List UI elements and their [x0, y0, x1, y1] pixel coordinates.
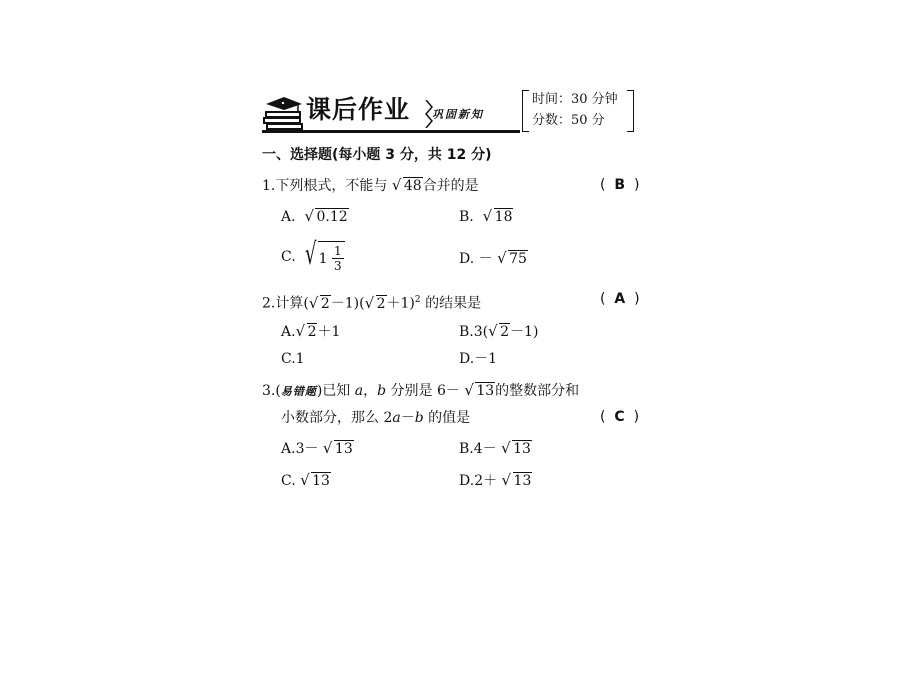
option-3a: A.3－ √ 13	[281, 439, 353, 457]
radical: √ 13	[501, 439, 531, 457]
option-2d: D.－1	[459, 351, 498, 367]
answer-1: ( B )	[600, 177, 640, 193]
radical: √ 13	[464, 381, 495, 399]
option-2c: C.1	[281, 351, 305, 367]
stem-text: 合并的是	[422, 178, 479, 194]
question-1-stem	[262, 176, 479, 196]
radical: √ 2	[308, 293, 330, 312]
right-bracket	[627, 90, 634, 132]
option-1c: C. √ 1 $\frac{1}{3}$	[281, 241, 345, 273]
title-underline	[262, 130, 520, 133]
radical: √ 13	[501, 471, 532, 489]
radical: √ 75	[497, 249, 527, 267]
question-number: 1.	[262, 178, 276, 194]
option-3b: B.4－ √ 13	[459, 439, 531, 457]
radical: √ 13	[300, 471, 330, 489]
radical: √ 1 $\frac{1}{3}$	[305, 241, 345, 273]
radical: √ 48	[391, 176, 422, 194]
option-3c: C. √ 13	[281, 471, 330, 489]
answer-2: ( A )	[600, 291, 640, 307]
option-2a: A. √ 2＋1	[281, 322, 341, 340]
question-2-stem: 2.计算( √ 2－1)( √ 2＋1)$^2$ 的结果是	[262, 293, 482, 312]
left-bracket	[522, 90, 529, 132]
time-score-box	[522, 90, 634, 132]
error-prone-tag: 易错题	[280, 385, 317, 398]
stem-text: 下列根式，不能与	[275, 178, 388, 194]
radical: √ 2	[364, 293, 386, 312]
radical: √ 18	[482, 207, 513, 225]
section-heading: 一、选择题(每小题 3 分，共 12 分)	[262, 147, 492, 163]
page-title: 课后作业	[306, 95, 411, 124]
fraction: $\frac{1}{3}$	[333, 244, 342, 273]
question-3-stem-line1: 3.(易错题)已知 a，b 分别是 6－ √ 13的整数部分和	[262, 381, 580, 399]
option-2b: B.3( √ 2－1)	[459, 322, 539, 340]
time-label: 时间：30 分钟	[532, 92, 618, 107]
option-1a: A. √ 0.12	[281, 207, 348, 225]
radical: √ 2	[488, 322, 510, 340]
answer-letter: B	[614, 177, 626, 193]
option-1b: B. √ 18	[459, 207, 513, 225]
radical: √ 2	[295, 322, 317, 340]
page-subtitle: 巩固新知	[432, 108, 484, 121]
question-3-stem-line2: 小数部分，那么 2a－b 的值是	[281, 410, 471, 426]
radical: √ 0.12	[304, 207, 348, 225]
answer-3: ( C )	[600, 409, 640, 425]
radical: √ 13	[322, 439, 353, 457]
answer-letter: A	[614, 291, 626, 307]
option-1d: D. － √ 75	[459, 249, 527, 267]
answer-letter: C	[614, 409, 625, 425]
books-graduation-cap-icon	[262, 94, 306, 130]
score-label: 分数：50 分	[532, 113, 605, 128]
option-3d: D.2＋ √ 13	[459, 471, 532, 489]
